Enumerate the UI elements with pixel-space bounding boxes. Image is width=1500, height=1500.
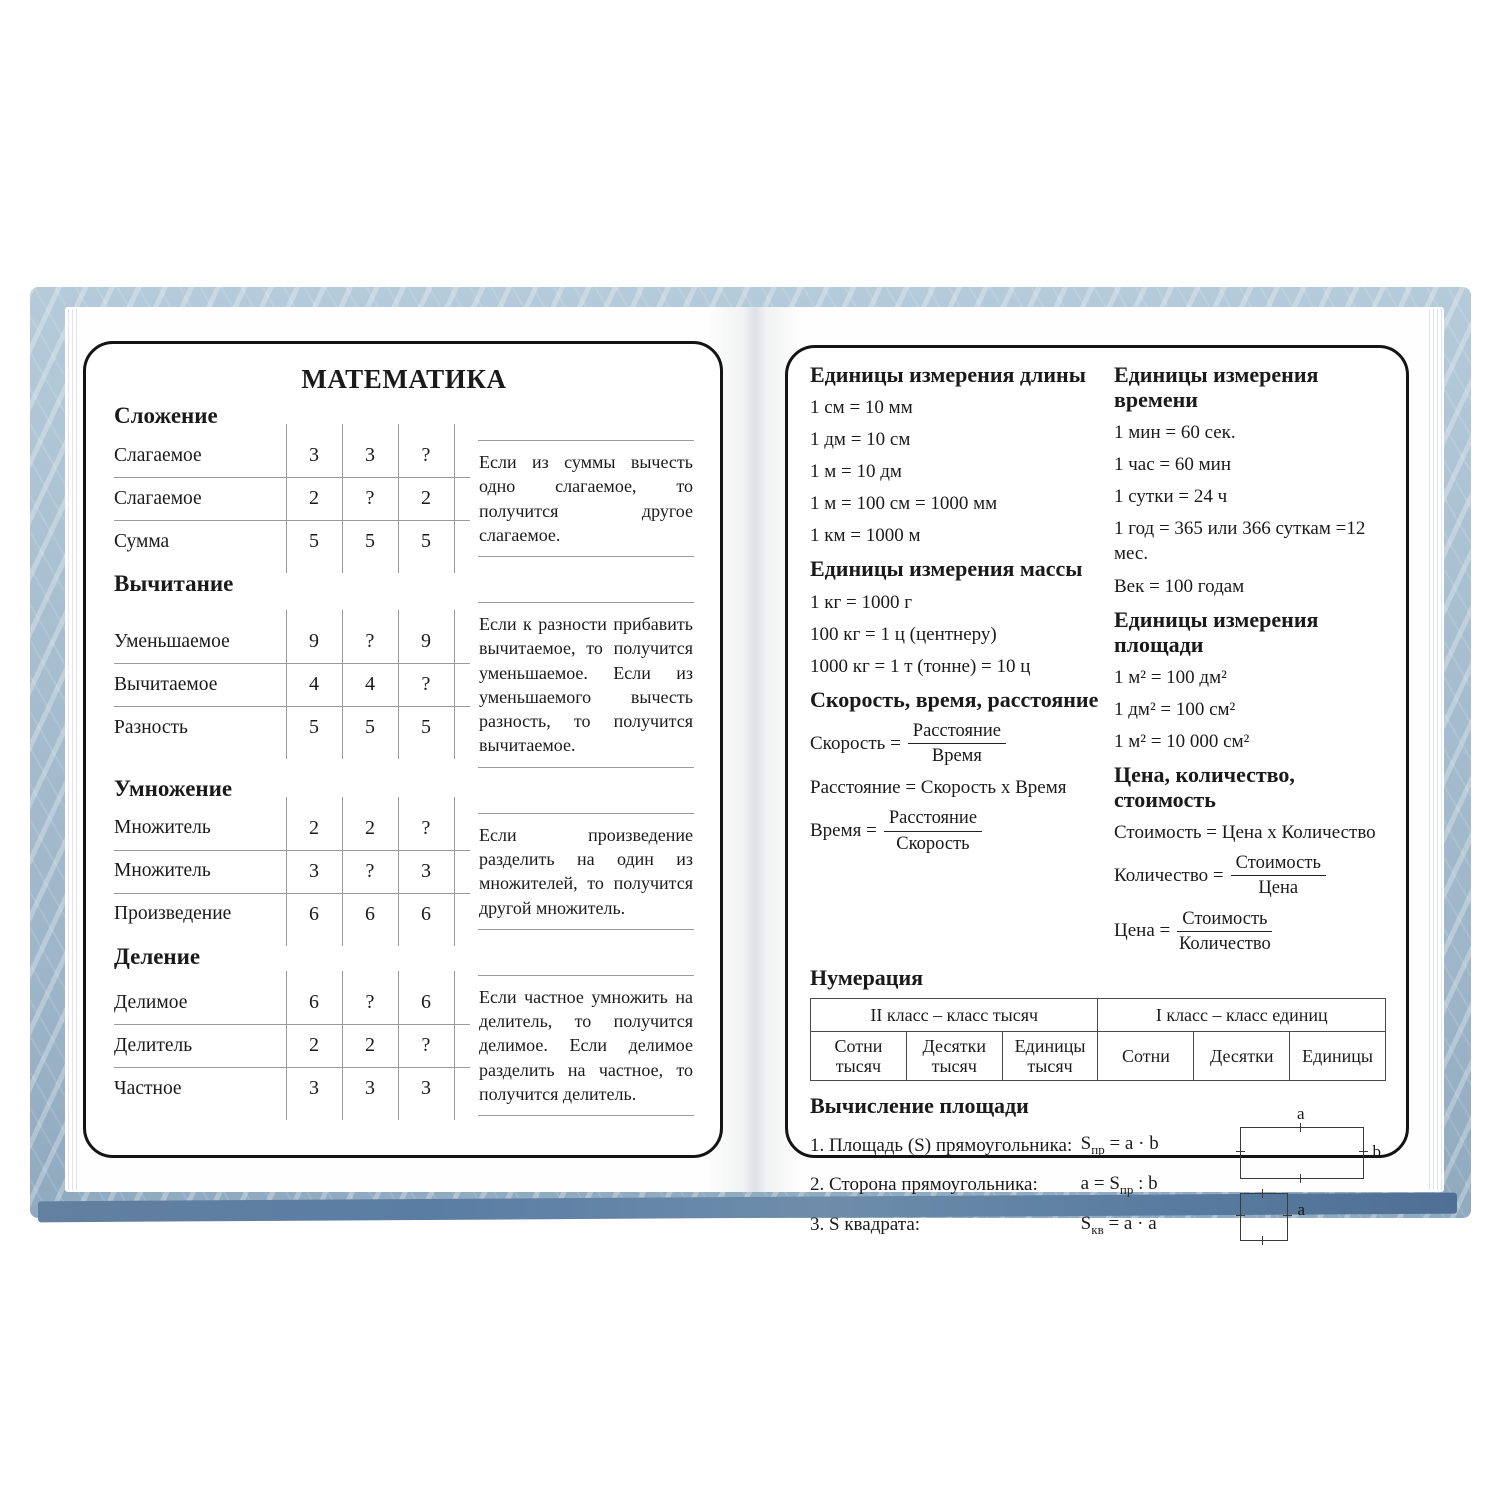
table-grid-line xyxy=(398,610,399,759)
fraction-numerator: Расстояние xyxy=(884,807,982,831)
table-grid-line xyxy=(342,610,343,759)
table-grid-line xyxy=(454,610,455,759)
row-label: Слагаемое xyxy=(114,487,202,509)
table-grid-line xyxy=(114,893,470,894)
table-row xyxy=(114,850,454,893)
tick-mark xyxy=(1300,1123,1301,1132)
row-value: 5 xyxy=(365,716,375,739)
table-row xyxy=(114,981,454,1024)
formula-subscript: кв xyxy=(1091,1221,1104,1237)
unit-line: 1 год = 365 или 366 суткам =12 мес. xyxy=(1114,518,1366,565)
row-label: Делимое xyxy=(114,991,188,1013)
unit-line: 1 час = 60 мин xyxy=(1114,454,1231,476)
numeration-block xyxy=(810,965,1386,1081)
table-row xyxy=(114,1067,454,1110)
unit-line: 1 сутки = 24 ч xyxy=(1114,486,1228,508)
fraction-numerator: Стоимость xyxy=(1177,908,1272,932)
left-page xyxy=(83,341,723,1158)
formula-part: a = S xyxy=(1080,1172,1120,1194)
formula-part: : b xyxy=(1133,1172,1158,1194)
section-division-body xyxy=(114,975,694,1116)
rect-side-b-label: b xyxy=(1372,1142,1381,1162)
numeration-group-row xyxy=(811,999,1386,1032)
row-value: 4 xyxy=(365,673,375,696)
book-pages xyxy=(65,307,1444,1237)
table-grid-line xyxy=(454,971,455,1120)
numeration-columns-row xyxy=(811,1032,1386,1081)
table-row xyxy=(114,807,454,850)
area-calc-item xyxy=(810,1133,1226,1158)
row-value: 2 xyxy=(309,487,319,509)
row-value: 2 xyxy=(309,816,319,839)
section-subtraction xyxy=(114,571,694,768)
section-subtraction-body xyxy=(114,602,694,768)
unit-line: 1 м = 100 см = 1000 мм xyxy=(810,493,998,515)
column-cell: Десятки xyxy=(1194,1032,1290,1081)
formula-part: = a · a xyxy=(1103,1212,1157,1234)
square-side-a-label: a xyxy=(1297,1200,1305,1220)
row-value: 2 xyxy=(365,1034,375,1057)
table-grid-line xyxy=(114,1067,470,1068)
row-value: 2 xyxy=(365,816,375,839)
section-addition-body xyxy=(114,434,694,563)
item-label: 1. Площадь (S) прямоугольника: xyxy=(810,1134,1073,1156)
table-grid-line xyxy=(398,797,399,946)
table-grid-line xyxy=(454,424,455,573)
column-cell: Десятки тысяч xyxy=(906,1032,1002,1081)
row-value: 9 xyxy=(421,630,431,653)
rectangle-diagram xyxy=(1240,1104,1381,1179)
row-value: 4 xyxy=(309,673,319,696)
row-value: 6 xyxy=(365,902,375,925)
time-units-block xyxy=(1114,362,1386,599)
section-division-title: Деление xyxy=(114,943,201,969)
area-calculation-block xyxy=(810,1093,1386,1237)
page-title: МАТЕМАТИКА xyxy=(301,364,507,394)
fraction xyxy=(1231,852,1326,899)
table-row xyxy=(114,434,454,477)
section-subtraction-title: Вычитание xyxy=(114,571,234,596)
table-row xyxy=(114,706,454,749)
row-value: ? xyxy=(421,1034,431,1057)
area-calc-item xyxy=(810,1213,1226,1238)
table-grid-line xyxy=(454,797,455,946)
table-grid-line xyxy=(398,424,399,573)
speed-time-distance-block xyxy=(810,687,1102,855)
rect-side-a-label: a xyxy=(1297,1104,1305,1124)
section-multiplication-title: Умножение xyxy=(114,775,233,801)
units-grid xyxy=(810,362,1386,963)
row-value: ? xyxy=(421,816,431,839)
distance-formula: Расстояние = Скорость x Время xyxy=(810,777,1067,799)
table-row xyxy=(114,663,454,706)
tick-mark xyxy=(1283,1215,1292,1216)
row-label: Множитель xyxy=(114,817,211,839)
mass-units-block xyxy=(810,556,1102,678)
unit-line: 1 кг = 1000 г xyxy=(810,591,913,613)
row-value: 3 xyxy=(421,1077,431,1100)
speed-block-title: Скорость, время, расстояние xyxy=(810,686,1099,712)
fraction-numerator: Расстояние xyxy=(908,720,1006,744)
fraction xyxy=(908,720,1006,767)
table-row xyxy=(114,893,454,936)
row-label: Делитель xyxy=(114,1034,193,1056)
table-row xyxy=(114,620,454,663)
row-value: 6 xyxy=(309,991,319,1014)
addition-rule-note: Если из суммы вычесть одно слагаемое, то получится другое слагаемое. xyxy=(478,440,694,557)
price-formula xyxy=(1114,908,1386,955)
row-value: ? xyxy=(365,630,375,653)
subtraction-rule-note: Если к разности прибавить вычитаемое, то получится уменьшаемое. Если из уменьшаемого вычесть разность, то получится вычитаемое. xyxy=(478,602,694,768)
tick-mark xyxy=(1236,1151,1245,1152)
page-stack-edge-right xyxy=(1429,309,1444,1190)
formula-lhs: Время = xyxy=(810,820,877,841)
length-units-block xyxy=(810,362,1102,548)
unit-line: 1 км = 1000 м xyxy=(810,525,921,547)
tick-mark xyxy=(1236,1215,1245,1216)
row-label: Произведение xyxy=(114,903,232,925)
formula-lhs: Количество = xyxy=(1114,864,1224,886)
unit-line: 1 дм² = 100 см² xyxy=(1114,698,1236,720)
tick-mark xyxy=(1262,1236,1263,1245)
area-units-block xyxy=(1114,607,1386,754)
fraction xyxy=(1177,908,1272,955)
page-stack-edge-left xyxy=(65,309,80,1190)
unit-line: 100 кг = 1 ц (центнеру) xyxy=(810,623,997,645)
formula-part: S xyxy=(1080,1212,1092,1234)
fraction-numerator: Стоимость xyxy=(1231,852,1326,876)
section-division xyxy=(114,944,694,1116)
unit-line: 1000 кг = 1 т (тонне) = 10 ц xyxy=(810,655,1031,677)
item-formula xyxy=(1081,1173,1226,1198)
addition-table xyxy=(114,434,454,563)
row-value: ? xyxy=(421,444,431,466)
column-cell: Сотни тысяч xyxy=(811,1032,907,1081)
section-addition-title: Сложение xyxy=(114,403,218,428)
item-formula xyxy=(1081,1133,1226,1158)
quantity-formula xyxy=(1114,852,1386,899)
fraction-denominator: Время xyxy=(931,746,982,767)
time-units-title: Единицы измерения времени xyxy=(1114,362,1319,413)
division-table xyxy=(114,981,454,1110)
formula-part: = a · b xyxy=(1104,1133,1159,1155)
row-label: Слагаемое xyxy=(114,444,202,466)
table-row xyxy=(114,520,454,563)
row-value: 5 xyxy=(365,530,375,552)
subtraction-table xyxy=(114,620,454,749)
table-grid-line xyxy=(114,477,470,478)
unit-line: 1 м = 10 дм xyxy=(810,461,902,483)
table-grid-line xyxy=(286,424,287,573)
row-value: 3 xyxy=(365,444,375,466)
numeration-title: Нумерация xyxy=(810,965,924,990)
row-value: 5 xyxy=(421,530,431,552)
table-row xyxy=(114,1024,454,1067)
area-calc-item xyxy=(810,1173,1226,1198)
table-grid-line xyxy=(114,520,470,521)
tick-mark xyxy=(1359,1151,1368,1152)
unit-line: Век = 100 годам xyxy=(1114,575,1245,597)
book-cover xyxy=(30,287,1471,1237)
division-rule-note: Если частное умножить на делитель, то получится делимое. Если делимое разделить на частное, то получится делитель. xyxy=(478,975,694,1116)
table-grid-line xyxy=(114,663,470,664)
fraction-denominator: Цена xyxy=(1258,878,1299,899)
item-formula xyxy=(1081,1213,1226,1238)
price-quantity-cost-block xyxy=(1114,762,1386,955)
area-units-title: Единицы измерения площади xyxy=(1114,606,1319,657)
table-grid-line xyxy=(286,797,287,946)
table-grid-line xyxy=(286,610,287,759)
row-value: 6 xyxy=(421,991,431,1014)
table-grid-line xyxy=(114,1024,470,1025)
tick-mark xyxy=(1262,1189,1263,1198)
section-multiplication-body xyxy=(114,807,694,936)
right-page xyxy=(785,345,1409,1237)
row-label: Разность xyxy=(114,716,188,738)
row-value: 3 xyxy=(309,1077,319,1100)
section-addition xyxy=(114,403,694,563)
table-grid-line xyxy=(342,971,343,1120)
row-value: 3 xyxy=(421,859,431,882)
table-grid-line xyxy=(342,797,343,946)
table-grid-line xyxy=(398,971,399,1120)
formula-lhs: Скорость = xyxy=(810,732,901,754)
length-units-title: Единицы измерения длины xyxy=(810,362,1086,387)
fraction xyxy=(884,807,982,854)
fraction-denominator: Количество xyxy=(1179,933,1271,954)
row-value: 9 xyxy=(309,630,319,653)
row-value: 2 xyxy=(309,1034,319,1057)
table-grid-line xyxy=(286,971,287,1120)
tick-mark xyxy=(1300,1174,1301,1183)
row-label: Множитель xyxy=(114,860,211,882)
unit-line: 1 мин = 60 сек. xyxy=(1114,422,1236,444)
row-value: 6 xyxy=(309,902,319,925)
square-diagram xyxy=(1240,1193,1305,1241)
section-multiplication xyxy=(114,776,694,936)
formula-lhs: Цена = xyxy=(1114,920,1171,942)
row-label: Уменьшаемое xyxy=(114,630,230,652)
cost-formula: Стоимость = Цена x Количество xyxy=(1114,822,1376,844)
item-label: 3. S квадрата: xyxy=(810,1214,921,1236)
table-grid-line xyxy=(114,706,470,707)
speed-formula xyxy=(810,720,1102,767)
row-value: 5 xyxy=(309,716,319,739)
area-calc-title: Вычисление площади xyxy=(810,1093,1029,1119)
area-diagrams xyxy=(1234,1104,1384,1241)
unit-line: 1 см = 10 мм xyxy=(810,397,913,419)
item-label: 2. Сторона прямоугольника: xyxy=(810,1174,1038,1196)
units-column-left xyxy=(810,362,1102,963)
table-row xyxy=(114,477,454,520)
multiplication-table xyxy=(114,807,454,936)
row-value: 2 xyxy=(421,487,431,509)
row-label: Сумма xyxy=(114,530,170,552)
formula-subscript: пр xyxy=(1119,1181,1134,1197)
group-cell: I класс – класс единиц xyxy=(1098,999,1386,1032)
price-block-title: Цена, количество, стоимость xyxy=(1114,762,1295,813)
row-value: 5 xyxy=(309,530,319,552)
table-grid-line xyxy=(114,850,470,851)
group-cell: II класс – класс тысяч xyxy=(811,999,1098,1032)
row-label: Частное xyxy=(114,1077,182,1099)
row-value: 5 xyxy=(421,716,431,739)
column-cell: Единицы xyxy=(1290,1032,1386,1081)
row-value: 3 xyxy=(309,859,319,882)
row-label: Вычитаемое xyxy=(114,673,218,695)
row-value: ? xyxy=(365,487,375,509)
row-value: 3 xyxy=(309,444,319,466)
row-value: ? xyxy=(421,673,431,696)
units-column-right xyxy=(1114,362,1386,963)
numeration-table xyxy=(810,998,1386,1081)
column-cell: Единицы тысяч xyxy=(1002,1032,1098,1081)
row-value: 3 xyxy=(365,1077,375,1100)
mass-units-title: Единицы измерения массы xyxy=(810,556,1083,582)
formula-part: S xyxy=(1080,1133,1092,1155)
row-value: 6 xyxy=(421,902,431,925)
formula-subscript: пр xyxy=(1091,1141,1105,1157)
time-formula xyxy=(810,807,1102,854)
unit-line: 1 м² = 100 дм² xyxy=(1114,666,1227,688)
row-value: ? xyxy=(365,859,375,882)
unit-line: 1 м² = 10 000 см² xyxy=(1114,730,1250,752)
row-value: ? xyxy=(365,991,375,1014)
column-cell: Сотни xyxy=(1098,1032,1194,1081)
fraction-denominator: Скорость xyxy=(896,833,970,854)
multiplication-rule-note: Если произведение разделить на один из множителей, то получится другой множитель. xyxy=(478,813,694,930)
unit-line: 1 дм = 10 см xyxy=(810,429,911,451)
table-grid-line xyxy=(342,424,343,573)
